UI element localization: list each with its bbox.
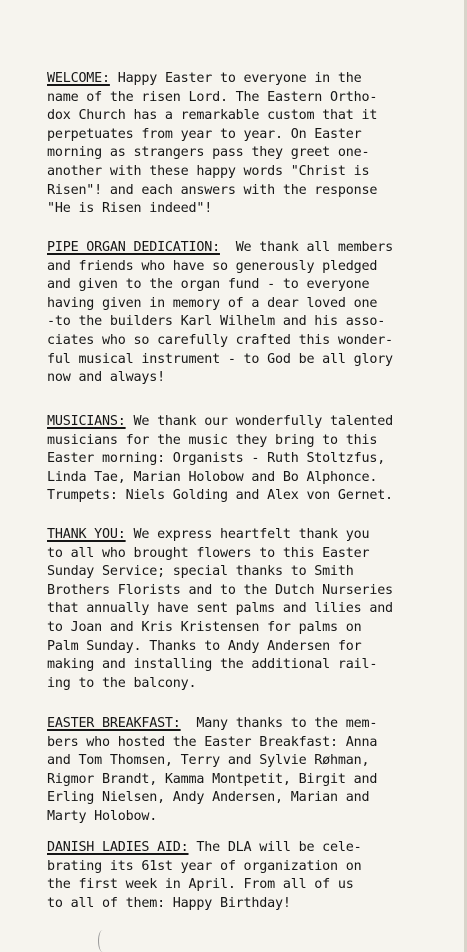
welcome-line: morning as strangers pass they greet one- xyxy=(47,145,370,161)
thanks-line: Palm Sunday. Thanks to Andy Andersen for xyxy=(47,638,362,654)
easter-breakfast-section xyxy=(47,715,463,827)
musicians-line: Easter morning: Organists - Ruth Stoltzfus, xyxy=(47,451,386,467)
thanks-line: Sunday Service; special thanks to Smith xyxy=(47,564,354,580)
musicians-line: musicians for the music they bring to this xyxy=(47,432,378,448)
dla-heading: DANISH LADIES AID: xyxy=(47,840,189,855)
thanks-text: We express heartfelt thank you xyxy=(125,527,370,542)
breakfast-line: Erling Nielsen, Andy Andersen, Marian and xyxy=(47,790,370,806)
welcome-line: perpetuates from year to year. On Easter xyxy=(47,126,362,142)
organ-line: and given to the organ fund - to everyone xyxy=(47,277,370,293)
thanks-line: to all who brought flowers to this Easter xyxy=(47,545,370,561)
dla-line: to all of them: Happy Birthday! xyxy=(47,895,291,911)
breakfast-text: Many thanks to the mem- xyxy=(180,716,378,731)
organ-line: -to the builders Karl Wilhelm and his asso- xyxy=(47,314,386,330)
musicians-section xyxy=(47,413,463,506)
organ-line: and friends who have so generously pledged xyxy=(47,258,378,274)
welcome-text: Happy Easter to everyone in the xyxy=(109,71,362,86)
breakfast-line: bers who hosted the Easter Breakfast: Anna xyxy=(47,734,378,750)
organ-line: ciates who so carefully crafted this wonder- xyxy=(47,332,393,348)
thanks-heading: THANK YOU: xyxy=(47,527,126,542)
musicians-first-line xyxy=(47,413,463,432)
welcome-first-line xyxy=(47,70,463,89)
pen-mark xyxy=(98,930,107,952)
breakfast-line: Rigmor Brandt, Kamma Montpetit, Birgit and xyxy=(47,771,378,787)
welcome-line: name of the risen Lord. The Eastern Ortho- xyxy=(47,89,378,105)
organ-line: now and always! xyxy=(47,370,165,386)
welcome-heading: WELCOME: xyxy=(47,71,110,86)
thanks-line: Brothers Florists and to the Dutch Nurseries xyxy=(47,582,393,598)
thank-you-section xyxy=(47,526,463,693)
musicians-line: Trumpets: Niels Golding and Alex von Gernet. xyxy=(47,488,393,504)
welcome-line: Risen"! and each answers with the response xyxy=(47,182,378,198)
thanks-line: to Joan and Kris Kristensen for palms on xyxy=(47,619,362,635)
thanks-line: ing to the balcony. xyxy=(47,675,197,691)
organ-line: ful musical instrument - to God be all glory xyxy=(47,351,393,367)
thanks-line: that annually have sent palms and lilies and xyxy=(47,601,393,617)
musicians-heading: MUSICIANS: xyxy=(47,414,126,429)
musicians-line: Linda Tae, Marian Holobow and Bo Alphonce. xyxy=(47,469,378,485)
breakfast-line: and Tom Thomsen, Terry and Sylvie Røhman, xyxy=(47,753,370,769)
organ-heading: PIPE ORGAN DEDICATION: xyxy=(47,240,220,255)
breakfast-line: Marty Holobow. xyxy=(47,808,158,824)
breakfast-heading: EASTER BREAKFAST: xyxy=(47,716,181,731)
breakfast-first-line xyxy=(47,715,463,734)
organ-line: having given in memory of a dear loved one xyxy=(47,295,378,311)
danish-ladies-aid-section xyxy=(47,839,463,913)
organ-dedication-section xyxy=(47,239,463,388)
dla-first-line xyxy=(47,839,463,858)
dla-text: The DLA will be cele- xyxy=(188,840,362,855)
dla-line: the first week in April. From all of us xyxy=(47,877,354,893)
welcome-line: "He is Risen indeed"! xyxy=(47,201,213,217)
welcome-line: another with these happy words "Christ is xyxy=(47,163,370,179)
organ-first-line xyxy=(47,239,463,258)
thanks-first-line xyxy=(47,526,463,545)
thanks-line: making and installing the additional rail- xyxy=(47,657,378,673)
musicians-text: We thank our wonderfully talented xyxy=(125,414,393,429)
welcome-section xyxy=(47,70,463,219)
welcome-line: dox Church has a remarkable custom that it xyxy=(47,108,378,124)
dla-line: brating its 61st year of organization on xyxy=(47,858,362,874)
organ-text: We thank all members xyxy=(219,240,393,255)
